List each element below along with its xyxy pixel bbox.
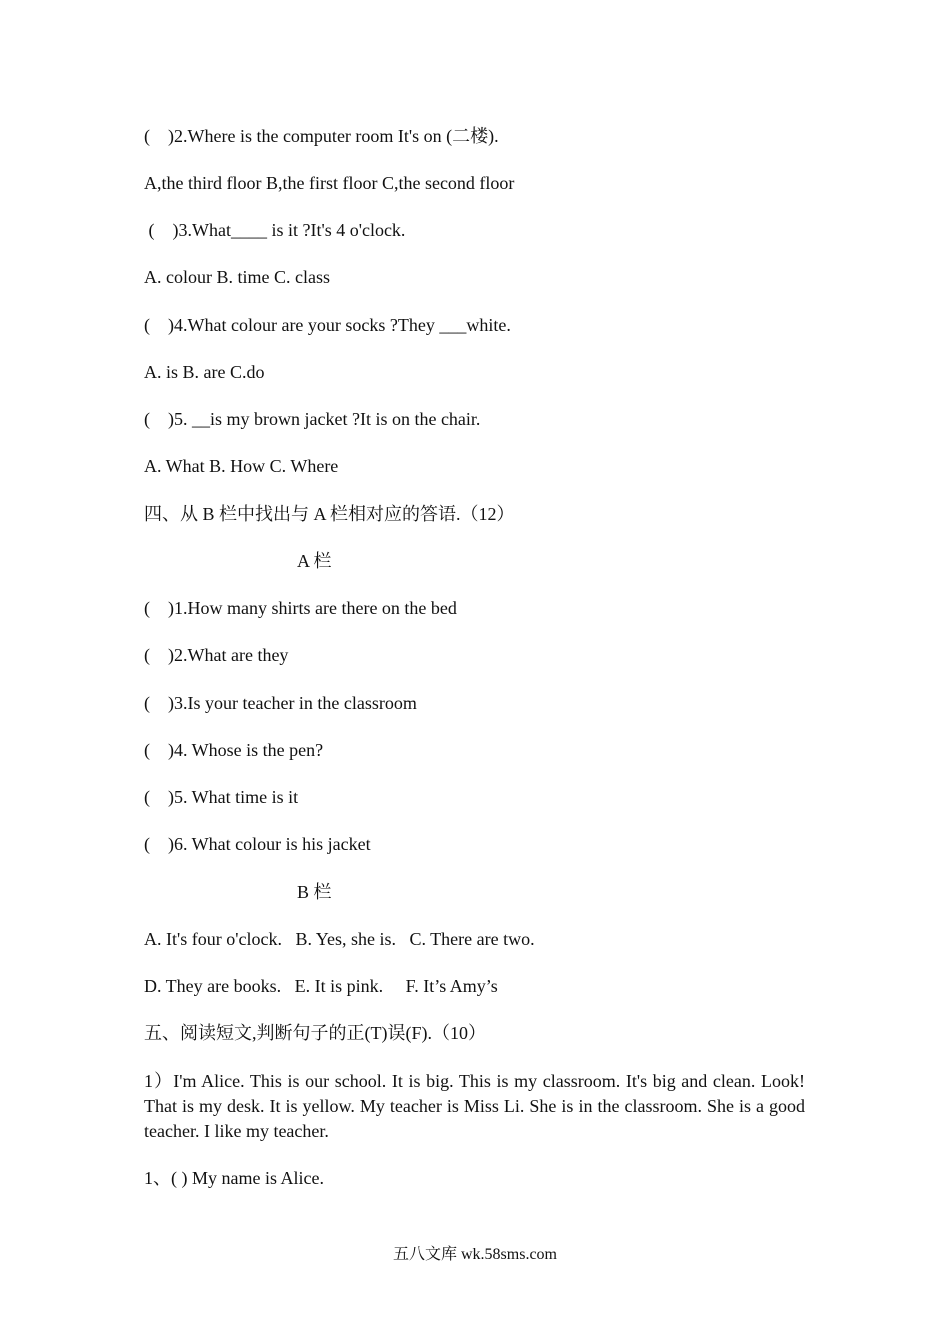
reading-question-1: 1、( ) My name is Alice. bbox=[144, 1168, 324, 1188]
question-5-options: A. What B. How C. Where bbox=[144, 456, 339, 476]
column-a-label: A 栏 bbox=[297, 551, 332, 571]
reading-passage: 1）I'm Alice. This is our school. It is big. This is my classroom. It's big and clean. Look! That is my desk. It is yellow. My teacher is Miss Li. She is in the classroom. She is a good teacher. I like my teacher. bbox=[144, 1071, 805, 1141]
question-4-options: A. is B. are C.do bbox=[144, 362, 265, 382]
match-item-5: ( )5. What time is it bbox=[144, 787, 299, 807]
match-item-1: ( )1.How many shirts are there on the bed bbox=[144, 598, 457, 618]
page-footer: 五八文库 wk.58sms.com bbox=[392, 1246, 557, 1263]
match-item-2: ( )2.What are they bbox=[144, 645, 289, 665]
question-3: ( )3.What____ is it ?It's 4 o'clock. bbox=[144, 220, 406, 240]
column-b-label: B 栏 bbox=[297, 882, 332, 902]
question-2: ( )2.Where is the computer room It's on (二楼). bbox=[144, 126, 499, 146]
question-3-options: A. colour B. time C. class bbox=[144, 267, 330, 287]
answers-row-1: A. It's four o'clock. B. Yes, she is. C. There are two. bbox=[144, 929, 535, 949]
match-item-3: ( )3.Is your teacher in the classroom bbox=[144, 693, 417, 713]
match-item-6: ( )6. What colour is his jacket bbox=[144, 834, 371, 854]
section-5-heading: 五、阅读短文,判断句子的正(T)误(F).（10） bbox=[144, 1023, 486, 1043]
match-item-4: ( )4. Whose is the pen? bbox=[144, 740, 324, 760]
question-5: ( )5. __is my brown jacket ?It is on the chair. bbox=[144, 409, 481, 429]
question-4: ( )4.What colour are your socks ?They ___white. bbox=[144, 315, 511, 335]
question-2-options: A,the third floor B,the first floor C,the second floor bbox=[144, 173, 515, 193]
answers-row-2: D. They are books. E. It is pink. F. It’s Amy’s bbox=[144, 976, 498, 996]
section-4-heading: 四、从 B 栏中找出与 A 栏相对应的答语.（12） bbox=[144, 504, 515, 524]
